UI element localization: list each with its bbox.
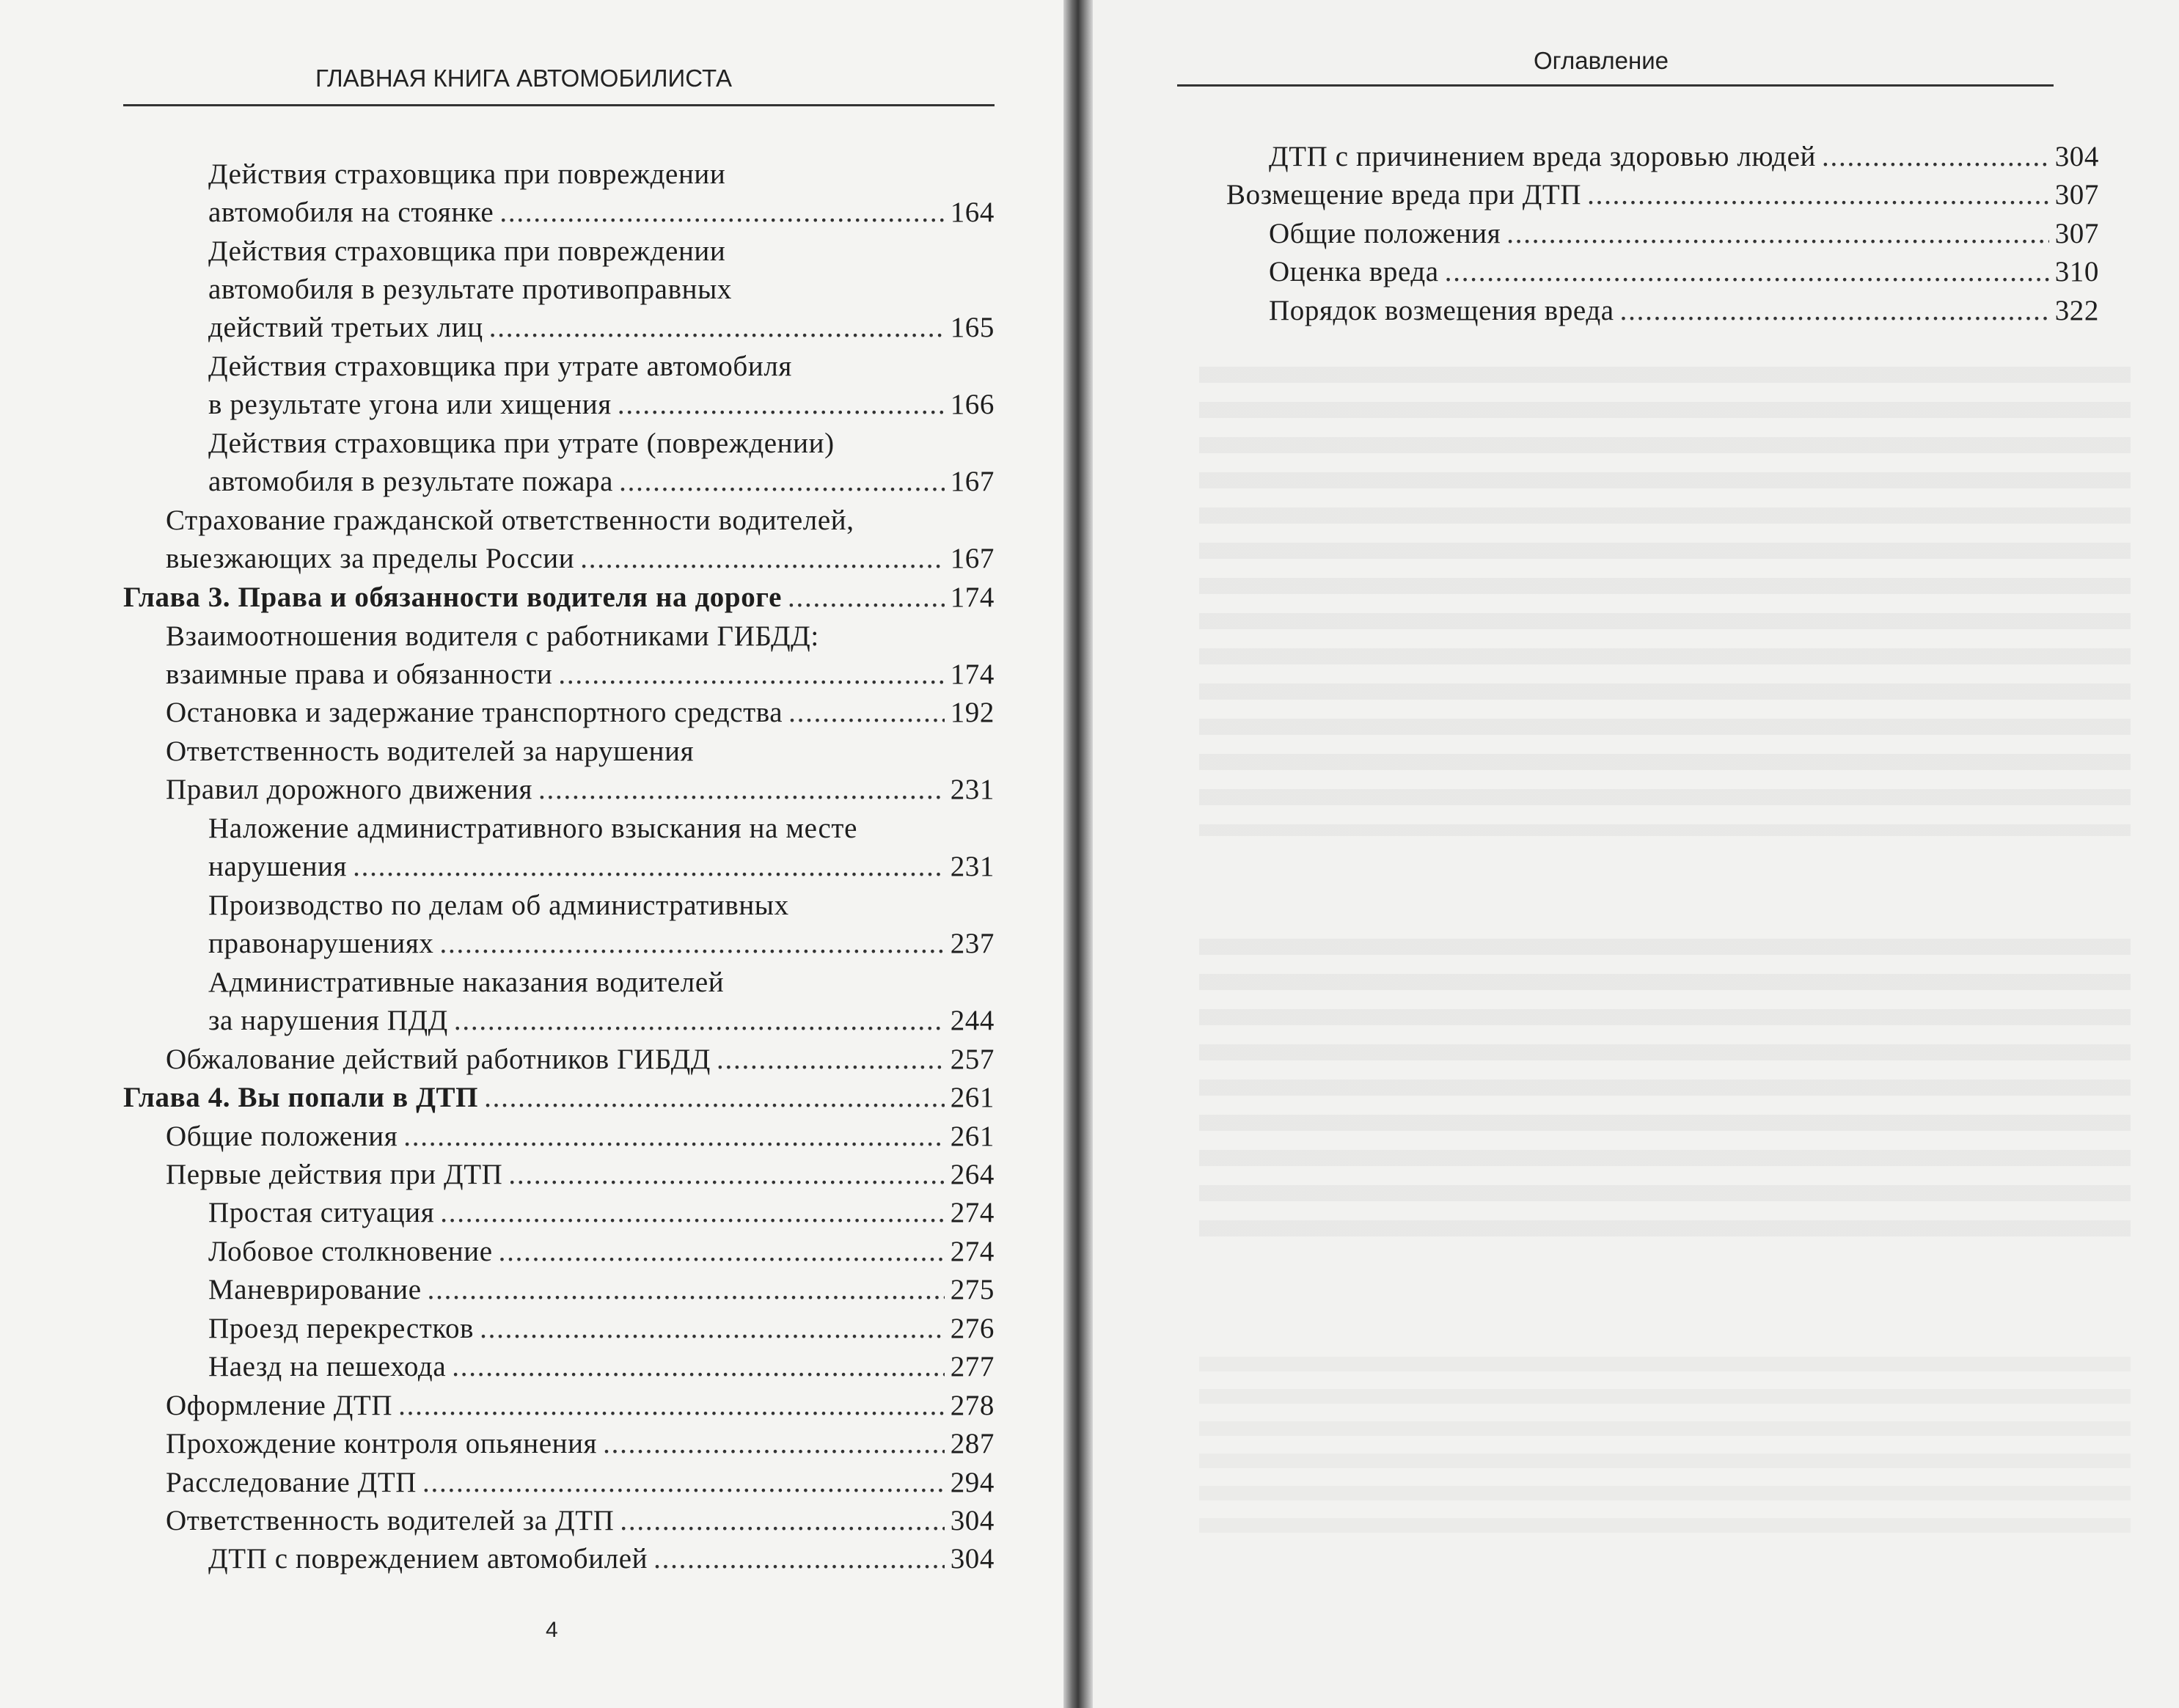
toc-entry[interactable]: Простая ситуация . . . 274 [208, 1194, 995, 1232]
toc-entry[interactable]: действий третьих лиц . . . 165 [208, 309, 995, 347]
running-header-right: Оглавление [1534, 47, 1669, 74]
toc-entry[interactable]: Расследование ДТП . . . 294 [166, 1464, 995, 1502]
toc-page-number: 276 [950, 1313, 995, 1344]
toc-entry-line: Действия страховщика при утрате (повреждении) [208, 428, 835, 459]
toc-entry[interactable]: выезжающих за пределы России . . . 167 [166, 540, 995, 578]
toc-entry[interactable]: Порядок возмещения вреда . . . 322 [1269, 292, 2099, 330]
toc-entry-line: автомобиля в результате противоправных [208, 274, 732, 305]
toc-page-number: 304 [2054, 141, 2099, 172]
toc-entry[interactable]: Правил дорожного движения . . . 231 [166, 771, 995, 809]
toc-entry[interactable]: правонарушениях . . . 237 [208, 925, 995, 963]
toc-page-number: 304 [950, 1543, 995, 1575]
toc-entry[interactable]: автомобиля на стоянке . . . 164 [208, 194, 995, 232]
page-number-left: 4 [546, 1618, 558, 1642]
header-rule-right [1177, 84, 2054, 87]
toc-entry[interactable]: Остановка и задержание транспортного средства . . . 192 [166, 694, 995, 732]
toc-entry[interactable]: Первые действия при ДТП . . . 264 [166, 1156, 995, 1194]
toc-entry-line: Взаимоотношения водителя с работниками ГИБДД: [166, 620, 819, 652]
toc-entry[interactable]: автомобиля в результате пожара . . . 167 [208, 463, 995, 501]
bleed-through-block [1199, 367, 2131, 836]
book-spine [1063, 0, 1093, 1708]
toc-entry-line: Действия страховщика при утрате автомобиля [208, 351, 792, 382]
toc-entry[interactable]: ДТП с повреждением автомобилей . . . 304 [208, 1540, 995, 1578]
toc-page-number: 231 [950, 774, 995, 805]
toc-entry[interactable]: Оценка вреда . . . 310 [1269, 253, 2099, 291]
toc-page-number: 192 [950, 697, 995, 728]
toc-entry[interactable]: в результате угона или хищения . . . 166 [208, 386, 995, 424]
toc-page-number: 174 [950, 582, 995, 613]
header-rule-left [123, 104, 995, 106]
toc-entry[interactable]: Возмещение вреда при ДТП . . . 307 [1226, 176, 2099, 214]
toc-page-number: 287 [950, 1428, 995, 1459]
running-header-left: ГЛАВНАЯ КНИГА АВТОМОБИЛИСТА [315, 65, 733, 92]
toc-entry[interactable]: Ответственность водителей за ДТП . . . 304 [166, 1502, 995, 1540]
toc-entry-line: Действия страховщика при повреждении [208, 235, 726, 267]
toc-entry[interactable]: Оформление ДТП . . . 278 [166, 1387, 995, 1425]
toc-page-number: 294 [950, 1467, 995, 1498]
bleed-through-block [1199, 1357, 2131, 1547]
toc-entry[interactable]: Маневрирование . . . 275 [208, 1271, 995, 1309]
toc-page-number: 322 [2054, 295, 2099, 326]
toc-page-number: 237 [950, 928, 995, 959]
toc-page-number: 244 [950, 1005, 995, 1036]
toc-entry-line: Страхование гражданской ответственности водителей, [166, 505, 854, 536]
toc-page-number: 304 [950, 1505, 995, 1536]
toc-entry[interactable]: Общие положения . . . 307 [1269, 215, 2099, 253]
toc-entry-line: Производство по делам об административных [208, 890, 789, 921]
toc-chapter[interactable]: Глава 3. Права и обязанности водителя на дороге . . . 174 [123, 579, 995, 617]
toc-page-number: 165 [950, 312, 995, 343]
toc-page-number: 261 [950, 1121, 995, 1152]
toc-entry[interactable]: ДТП с причинением вреда здоровью людей . . . 304 [1269, 138, 2099, 176]
toc-page-number: 307 [2054, 179, 2099, 210]
bleed-through-block [1199, 939, 2131, 1247]
toc-page-number: 264 [950, 1159, 995, 1190]
toc-page-number: 261 [950, 1082, 995, 1113]
toc-page-number: 167 [950, 543, 995, 574]
toc-entry[interactable]: за нарушения ПДД . . . 244 [208, 1002, 995, 1040]
toc-chapter[interactable]: Глава 4. Вы попали в ДТП . . . 261 [123, 1079, 995, 1117]
right-page [1074, 0, 2179, 1708]
toc-entry[interactable]: Наезд на пешехода . . . 277 [208, 1348, 995, 1386]
toc-page-number: 166 [950, 389, 995, 420]
toc-page-number: 231 [950, 851, 995, 882]
toc-entry[interactable]: Общие положения . . . 261 [166, 1118, 995, 1156]
toc-entry[interactable]: взаимные права и обязанности . . . 174 [166, 656, 995, 694]
toc-page-number: 307 [2054, 218, 2099, 249]
toc-page-number: 278 [950, 1390, 995, 1421]
toc-page-number: 277 [950, 1351, 995, 1382]
toc-page-number: 310 [2054, 256, 2099, 287]
toc-page-number: 174 [950, 659, 995, 690]
toc-page-number: 274 [950, 1236, 995, 1267]
toc-entry[interactable]: нарушения . . . 231 [208, 848, 995, 886]
toc-entry[interactable]: Лобовое столкновение . . . 274 [208, 1233, 995, 1271]
toc-page-number: 167 [950, 466, 995, 497]
toc-page-number: 164 [950, 197, 995, 228]
toc-entry-line: Действия страховщика при повреждении [208, 158, 726, 190]
toc-entry-line: Ответственность водителей за нарушения [166, 736, 695, 767]
toc-entry-line: Наложение административного взыскания на месте [208, 813, 857, 844]
toc-entry[interactable]: Обжалование действий работников ГИБДД . . . 257 [166, 1041, 995, 1079]
toc-entry[interactable]: Проезд перекрестков . . . 276 [208, 1310, 995, 1348]
toc-page-number: 274 [950, 1197, 995, 1228]
toc-entry[interactable]: Прохождение контроля опьянения . . . 287 [166, 1425, 995, 1463]
toc-page-number: 275 [950, 1274, 995, 1305]
toc-entry-line: Административные наказания водителей [208, 967, 725, 998]
left-page [0, 0, 1074, 1708]
toc-page-number: 257 [950, 1044, 995, 1075]
